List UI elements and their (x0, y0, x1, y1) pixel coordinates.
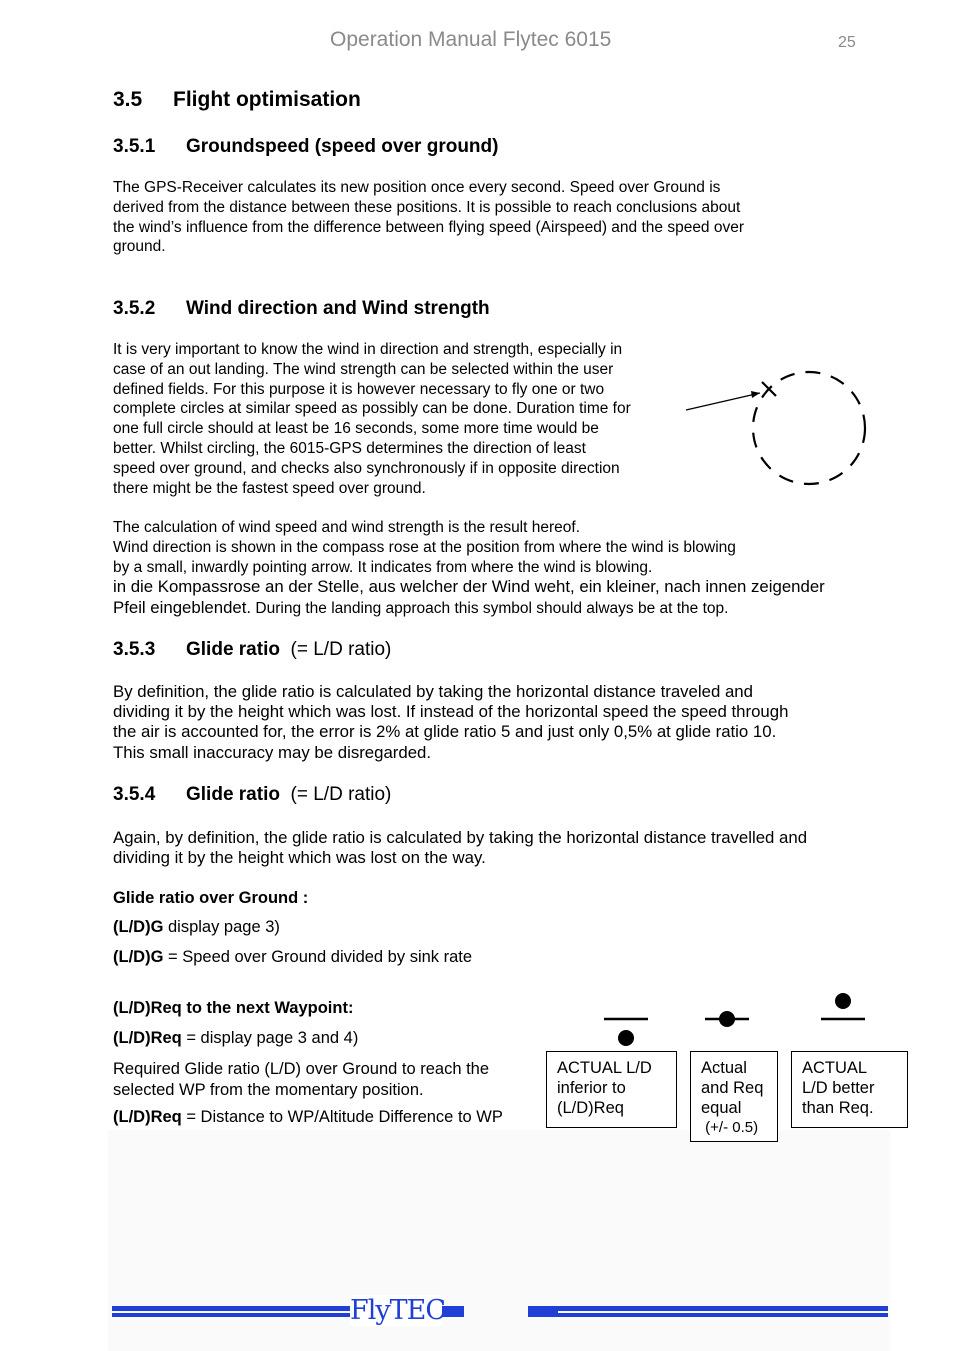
text-line: The GPS-Receiver calculates its new position once every second. Speed over Ground is (113, 179, 721, 196)
ldg-label: (L/D)G (113, 918, 164, 936)
text-line: By definition, the glide ratio is calculated by taking the horizontal distance traveled and (113, 682, 753, 701)
footer-bar-right (550, 1306, 888, 1311)
box-line: than Req. (802, 1099, 874, 1117)
section-number: 3.5 (113, 88, 143, 111)
text-line: selected WP from the momentary position. (113, 1080, 424, 1099)
text-line: in die Kompassrose an der Stelle, aus welcher der Wind weht, ein kleiner, nach innen zeigender (113, 577, 825, 597)
text-line: The calculation of wind speed and wind strength is the result hereof. (113, 519, 580, 536)
box-line: and Req (701, 1079, 764, 1097)
text-line: dividing it by the height which was lost. If instead of the horizontal speed the speed through (113, 702, 789, 722)
ldg-line (113, 918, 280, 938)
text-line: the wind’s influence from the difference between flying speed (Airspeed) and the speed over (113, 218, 745, 236)
paragraph (113, 178, 744, 257)
req-line (113, 1029, 358, 1049)
req-paragraph (113, 1059, 489, 1100)
box-line: Actual (701, 1059, 747, 1077)
text-line: defined fields. For this purpose it is however necessary to fly one or two (113, 380, 605, 398)
pointer-line (686, 393, 760, 410)
paragraph (113, 828, 807, 868)
subsection-heading (113, 784, 391, 806)
subsection-title: Groundspeed (speed over ground) (186, 136, 499, 157)
text-line: Wind direction is shown in the compass rose at the position from where the wind is blowing (113, 538, 736, 556)
indicator-better-icon (821, 993, 865, 1019)
subsection-heading (113, 639, 391, 661)
ldg-formula-text: = Speed over Ground divided by sink rate (163, 948, 473, 966)
document-title: Operation Manual Flytec 6015 (330, 28, 612, 51)
box-line: ACTUAL (802, 1059, 868, 1077)
text-line: the air is accounted for, the error is 2% at glide ratio 5 and just only 0,5% at glide ratio 10. (113, 722, 777, 742)
indicator-box-equal (690, 1051, 778, 1142)
text-line: This small inaccuracy may be disregarded. (113, 742, 432, 762)
text-line: by a small, inwardly pointing arrow. It indicates from where the wind is blowing. (113, 558, 653, 576)
text-line: Again, by definition, the glide ratio is calculated by taking the horizontal distance travelled and (113, 828, 808, 847)
footer-logo-bar (112, 1296, 890, 1336)
text-line: there might be the fastest speed over ground. (113, 479, 426, 497)
paragraph (113, 518, 825, 618)
indicator-box-inferior (546, 1051, 677, 1128)
section-heading (113, 88, 361, 112)
glide-indicator-symbols (590, 985, 880, 1050)
subsection-subtitle: (= L/D ratio) (290, 639, 392, 660)
box-line: (L/D)Req (557, 1099, 624, 1117)
ldg-label: (L/D)G (113, 948, 164, 966)
subsection-title: Glide ratio (186, 784, 280, 805)
text-span: During the landing approach this symbol should always be at the top. (251, 599, 729, 617)
subsection-number: 3.5.3 (113, 639, 156, 660)
box-line: L/D better (802, 1079, 875, 1097)
text-line: Required Glide ratio (L/D) over Ground to reach the (113, 1060, 490, 1078)
box-line: equal (701, 1099, 742, 1117)
text-line: ground. (113, 238, 166, 256)
subsection-number: 3.5.1 (113, 136, 156, 157)
box-line: (+/- 0.5) (701, 1119, 759, 1136)
req-label: (L/D)Req (113, 1029, 182, 1047)
req-formula-line (113, 1108, 503, 1128)
paragraph (113, 682, 788, 763)
subsection-heading (113, 298, 490, 320)
req-formula-text: = Distance to WP/Altitude Difference to WP (181, 1108, 503, 1126)
text-line: better. Whilst circling, the 6015-GPS determines the direction of least (113, 439, 586, 457)
ground-heading: Glide ratio over Ground : (113, 889, 309, 907)
text-line (113, 598, 825, 619)
subsection-heading (113, 136, 498, 158)
ldg-formula-line (113, 948, 472, 968)
text-line: case of an out landing. The wind strength can be selected within the user (113, 360, 614, 378)
section-title: Flight optimisation (173, 88, 361, 111)
wind-circle-diagram (680, 366, 880, 496)
text-span: Pfeil eingeblendet. (113, 597, 252, 617)
req-text: = display page 3 and 4) (181, 1029, 359, 1047)
paragraph (113, 340, 631, 498)
box-line: inferior to (557, 1079, 626, 1097)
text-line: complete circles at similar speed as possibly can be done. Duration time for (113, 400, 631, 418)
pointer-arrowhead (751, 391, 760, 398)
page-number: 25 (838, 34, 856, 51)
subsection-title: Glide ratio (186, 639, 280, 660)
footer-bar-right (550, 1313, 888, 1317)
subsection-title: Wind direction and Wind strength (186, 298, 490, 319)
text-line: derived from the distance between these positions. It is possible to reach conclusions about (113, 198, 741, 216)
text-line: It is very important to know the wind in direction and strength, especially in (113, 341, 623, 358)
text-line: one full circle should at least be 16 seconds, some more time would be (113, 420, 599, 438)
ldg-text: display page 3) (163, 918, 280, 936)
text-line: speed over ground, and checks also synchronously if in opposite direction (113, 459, 620, 477)
indicator-box-better (791, 1051, 908, 1128)
indicator-inferior-icon (604, 1019, 648, 1046)
subsection-number: 3.5.2 (113, 298, 156, 319)
box-line: ACTUAL L/D (557, 1059, 652, 1077)
indicator-equal-icon (705, 1011, 749, 1027)
flytec-logo: FlyTEC (350, 1295, 445, 1326)
req-heading: (L/D)Req to the next Waypoint: (113, 999, 354, 1017)
subsection-subtitle: (= L/D ratio) (290, 784, 392, 805)
subsection-number: 3.5.4 (113, 784, 156, 805)
req-label: (L/D)Req (113, 1108, 182, 1126)
text-line: dividing it by the height which was lost on the way. (113, 848, 486, 868)
footer-swoosh (528, 1306, 558, 1317)
